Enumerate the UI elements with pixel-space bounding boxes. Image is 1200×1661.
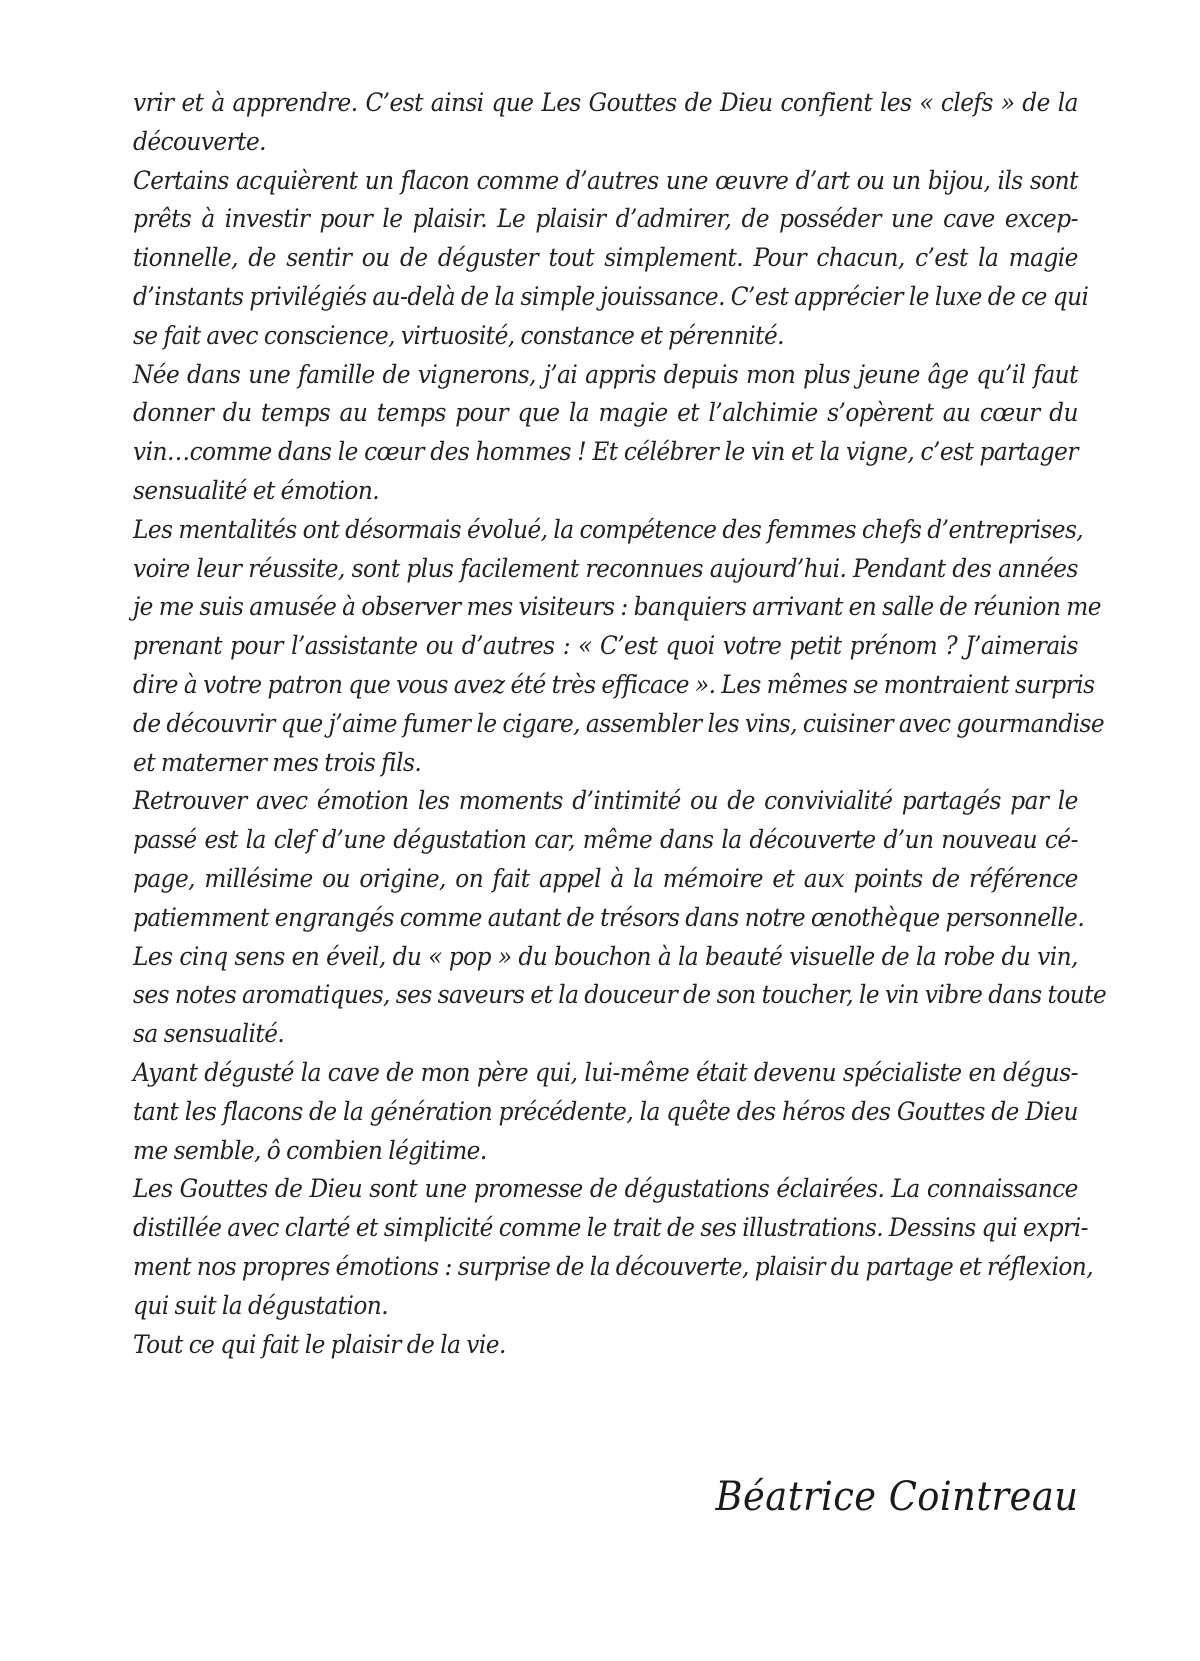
preface-text [133, 84, 1107, 1364]
text-line: distillée avec clarté et simplicité comme le trait de ses illustrations. Dessins qui expri- [133, 1213, 1088, 1243]
text-line: Ayant dégusté la cave de mon père qui, lui-même était devenu spécialiste en dégus- [133, 1057, 1078, 1087]
text-line: tionnelle, de sentir ou de déguster tout simplement. Pour chacun, c’est la magie [133, 243, 1078, 273]
text-line: passé est la clef d’une dégustation car, même dans la découverte d’un nouveau cé- [133, 825, 1078, 855]
text-line: Les cinq sens en éveil, du « pop » du bouchon à la beauté visuelle de la robe du vin, [133, 941, 1078, 971]
text-line: tant les flacons de la génération précédente, la quête des héros des Gouttes de Dieu [133, 1096, 1078, 1126]
text-line: ses notes aromatiques, ses saveurs et la douceur de son toucher, le vin vibre dans toute [133, 980, 1107, 1010]
author-signature: Béatrice Cointreau [715, 1474, 1078, 1520]
text-line: d’instants privilégiés au-delà de la simple jouissance. C’est apprécier le luxe de ce qui [133, 281, 1089, 311]
text-line: prenant pour l’assistante ou d’autres : « C’est quoi votre petit prénom ? J’aimerais [133, 631, 1078, 661]
text-line: sa sensualité. [133, 1019, 285, 1049]
text-line: vrir et à apprendre. C’est ainsi que Les Gouttes de Dieu confient les « clefs » de la [133, 88, 1078, 117]
text-line: prêts à investir pour le plaisir. Le plaisir d’admirer, de posséder une cave excep- [133, 204, 1078, 234]
text-line: me semble, ô combien légitime. [133, 1135, 487, 1165]
text-line: Née dans une famille de vignerons, j’ai appris depuis mon plus jeune âge qu’il faut [133, 359, 1078, 389]
text-line: donner du temps au temps pour que la magie et l’alchimie s’opèrent au cœur du [133, 398, 1078, 428]
text-line: voire leur réussite, sont plus facilement reconnues aujourd’hui. Pendant des années [133, 553, 1078, 583]
text-line: je me suis amusée à observer mes visiteurs : banquiers arrivant en salle de réunion me [133, 592, 1101, 622]
text-line: découverte. [133, 126, 267, 156]
text-line: se fait avec conscience, virtuosité, constance et pérennité. [133, 320, 784, 350]
text-line: Les Gouttes de Dieu sont une promesse de dégustations éclairées. La connaissance [133, 1174, 1078, 1204]
text-line: qui suit la dégustation. [133, 1290, 389, 1320]
text-line: et materner mes trois fils. [133, 747, 422, 777]
text-line: Certains acquièrent un flacon comme d’autres une œuvre d’art ou un bijou, ils sont [133, 165, 1078, 195]
text-line: Retrouver avec émotion les moments d’intimité ou de convivialité partagés par le [133, 786, 1078, 816]
text-line: de découvrir que j’aime fumer le cigare, assembler les vins, cuisiner avec gourmandise [133, 708, 1105, 738]
text-line: sensualité et émotion. [133, 475, 380, 505]
text-line: page, millésime ou origine, on fait appel à la mémoire et aux points de référence [133, 863, 1078, 893]
text-line: Les mentalités ont désormais évolué, la compétence des femmes chefs d’entreprises, [133, 514, 1084, 544]
text-line: dire à votre patron que vous avez été très efficace ». Les mêmes se montraient surpris [133, 669, 1095, 699]
text-line: ment nos propres émotions : surprise de la découverte, plaisir du partage et réflexion, [133, 1251, 1094, 1281]
text-line: patiemment engrangés comme autant de trésors dans notre œnothèque personnelle. [133, 902, 1085, 932]
text-line: vin…comme dans le cœur des hommes ! Et célébrer le vin et la vigne, c’est partager [133, 437, 1078, 467]
text-line: Tout ce qui fait le plaisir de la vie. [133, 1329, 506, 1359]
